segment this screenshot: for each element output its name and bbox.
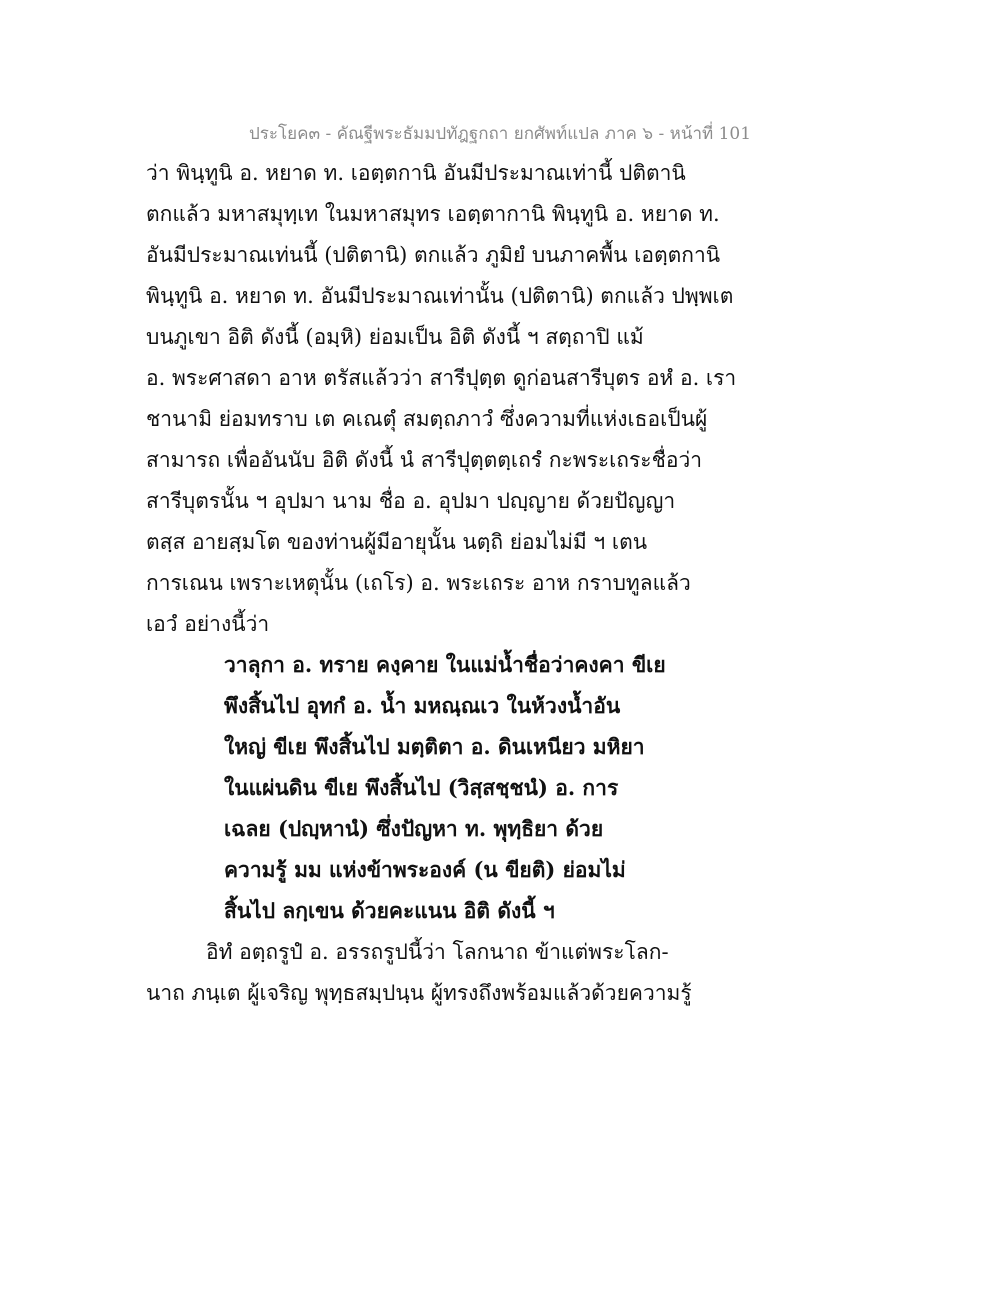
verse-line: ในแผ่นดิน ขีเย พึงสิ้นไป (วิสฺสชฺชนํ) อ. การ <box>224 775 619 800</box>
body-line: อ. พระศาสดา อาห ตรัสแล้วว่า สารีปุตฺต ดูก่อนสารีบุตร อหํ อ. เรา <box>146 366 737 390</box>
verse-line: วาลุกา อ. ทราย คงฺคาย ในแม่น้ำชื่อว่าคงคา ขีเย <box>224 652 666 677</box>
body-line: พินฺทูนิ อ. หยาด ท. อันมีประมาณเท่านั้น (ปติตานิ) ตกแล้ว ปพฺพเต <box>146 284 734 308</box>
body-line: บนภูเขา อิติ ดังนี้ (อมฺหิ) ย่อมเป็น อิติ ดังนี้ ฯ สตฺถาปิ แม้ <box>146 325 644 349</box>
page-header: ประโยค๓ - คัณฐีพระธัมมปทัฎฐกถา ยกศัพท์แปล ภาค ๖ - หน้าที่ 101 <box>248 124 752 144</box>
verse-line: พึงสิ้นไป อุทกํ อ. น้ำ มหณฺณเว ในห้วงน้ำอัน <box>224 693 621 718</box>
closing-line: อิทํ อตฺถรูปํ อ. อรรถรูปนี้ว่า โลกนาถ ข้าแต่พระโลก- <box>206 940 669 964</box>
body-line: ว่า พินฺทูนิ อ. หยาด ท. เอตฺตกานิ อันมีประมาณเท่านี้ ปติตานิ <box>146 161 686 185</box>
verse-line: ใหญ่ ขีเย พึงสิ้นไป มตฺติตา อ. ดินเหนียว มหิยา <box>224 734 645 759</box>
verse-line: ความรู้ มม แห่งข้าพระองค์ (น ขียติ) ย่อมไม่ <box>224 857 626 882</box>
body-line: สามารถ เพื่ออันนับ อิติ ดังนี้ นํ สารีปุตฺตตฺเถรํ กะพระเถระชื่อว่า <box>146 448 703 472</box>
body-line: สารีบุตรนั้น ฯ อุปมา นาม ชื่อ อ. อุปมา ปญฺญาย ด้วยปัญญา <box>146 489 676 513</box>
closing-line: นาถ ภนฺเต ผู้เจริญ พุทฺธสมฺปนฺน ผู้ทรงถึงพร้อมแล้วด้วยความรู้ <box>146 981 692 1005</box>
body-line: การเณน เพราะเหตุนั้น (เถโร) อ. พระเถระ อาห กราบทูลแล้ว <box>146 571 691 595</box>
verse-line: เฉลย (ปญฺหานํ) ซึ่งปัญหา ท. พุทฺธิยา ด้วย <box>224 816 604 841</box>
body-line: ตสฺส อายสฺมโต ของท่านผู้มีอายุนั้น นตฺถิ ย่อมไม่มี ฯ เตน <box>146 530 648 554</box>
body-line: ชานามิ ย่อมทราบ เต คเณตุํ สมตฺถภาวํ ซึ่งความที่แห่งเธอเป็นผู้ <box>146 407 708 431</box>
body-line: เอวํ อย่างนี้ว่า <box>146 612 270 636</box>
body-line: อันมีประมาณเท่นนี้ (ปติตานิ) ตกแล้ว ภูมิยํ บนภาคพื้น เอตฺตกานิ <box>146 243 721 267</box>
body-line: ตกแล้ว มหาสมุทฺเท ในมหาสมุทร เอตฺตากานิ พินฺทูนิ อ. หยาด ท. <box>146 202 720 226</box>
verse-line: สิ้นไป ลกฺเขน ด้วยคะแนน อิติ ดังนี้ ฯ <box>224 898 555 923</box>
